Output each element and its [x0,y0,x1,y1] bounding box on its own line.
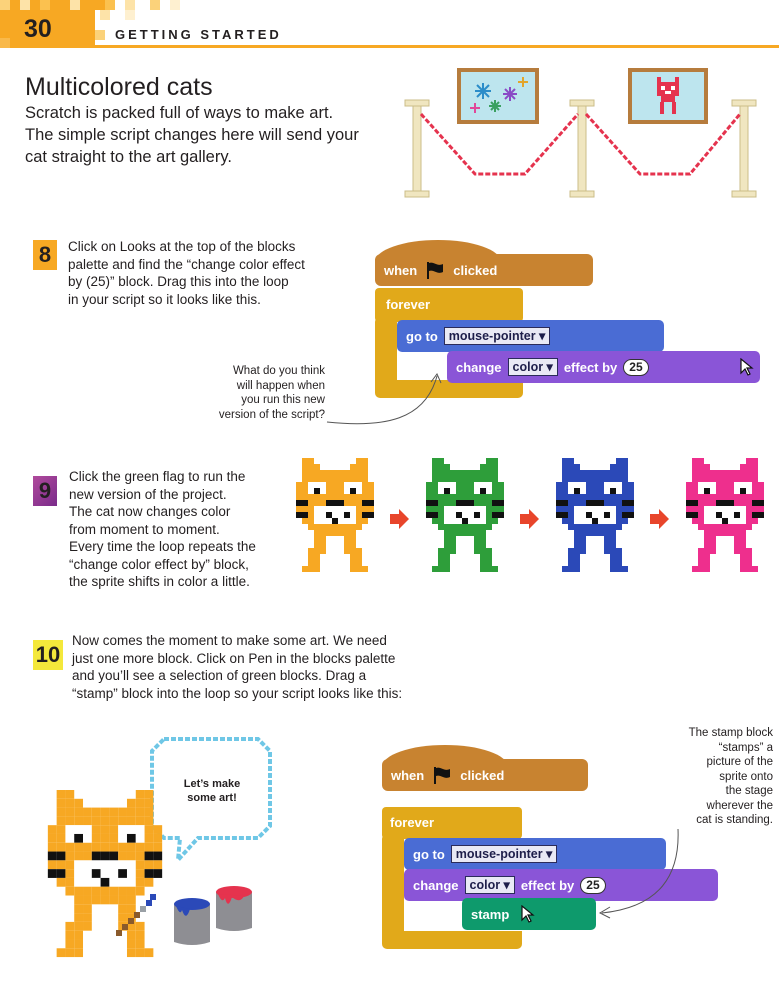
forever-block-bottom [382,931,522,949]
step-10-line: and you’ll see a selection of green blocks. Drag a [72,668,367,683]
stamp-note-line: the stage [725,785,773,797]
effect-by-label: effect by [563,359,618,375]
red-paint-can [216,886,252,931]
question-line: version of the script? [218,408,325,421]
header-pixel-banner [0,0,779,50]
go-to-target-dropdown[interactable]: mouse-pointer ▾ [444,327,551,345]
stamp-note-line: wherever the [706,799,773,812]
stamp-note-line: “stamps” a [718,741,773,754]
effect-value-input[interactable]: 25 [580,877,605,894]
when-flag-clicked-block[interactable] [375,254,593,286]
effect-dropdown[interactable]: color ▾ [508,358,558,376]
step-9-text [69,468,299,591]
forever-block[interactable] [375,288,523,322]
when-label: when [384,262,418,278]
header-rule [95,45,779,48]
step-8-line: by (25)” block. Drag this into the loop [68,274,289,289]
question-line: will happen when [236,379,325,392]
art-gallery-illustration [395,64,765,200]
green-cat-sprite [426,458,504,574]
section-title: GETTING STARTED [115,27,282,42]
pink-cat-sprite [686,458,764,574]
step-10-line: Now comes the moment to make some art. We need [72,633,387,648]
when-label: when [391,767,425,783]
step-8-line: palette and find the “change color effect [68,256,305,272]
stamp-note-line: The stamp block [688,727,773,739]
step-9-line: The cat now changes color [69,504,231,519]
stamp-caption [655,726,773,828]
change-label: change [413,877,459,893]
step-9-line: “change color effect by” block, [69,556,249,572]
cursor-icon [740,358,754,376]
paintbrush-icon [112,890,162,940]
step-9-badge [33,476,57,506]
question-pointer-line [325,370,455,430]
right-arrow-icon [648,508,670,530]
question-line: you run this new [241,394,325,406]
question-caption [190,364,325,422]
step-8-text [68,238,358,308]
step-8-line: Click on Looks at the top of the blocks [68,239,296,254]
blue-cat-sprite [556,458,634,574]
go-to-label: go to [413,846,445,862]
forever-label: forever [390,815,435,830]
forever-block[interactable] [382,807,522,839]
step-9-line: the sprite shifts in color a little. [69,574,250,589]
clicked-label: clicked [460,767,505,783]
change-label: change [456,359,502,375]
forever-label: forever [386,297,431,312]
step-10-line: “stamp” block into the loop so your script looks like this: [72,685,403,701]
color-cats-row [296,458,776,578]
question-line: What do you think [232,365,325,377]
step-9-line: Click the green flag to run the [69,469,246,484]
step-10-number: 10 [35,642,61,667]
stamp-note-line: sprite onto [719,770,773,783]
flag-icon [432,766,452,784]
step-8-badge [33,240,57,270]
speech-bubble-text [160,777,264,805]
speech-line: Let’s make [183,778,241,790]
right-arrow-icon [388,508,410,530]
clicked-label: clicked [453,262,498,278]
go-to-target-dropdown[interactable]: mouse-pointer ▾ [451,845,558,863]
step-10-text [72,632,472,702]
step-10-line: just one more block. Click on Pen in the blocks palette [72,650,396,666]
stamp-note-line: picture of the [706,756,773,768]
effect-by-label: effect by [520,877,575,893]
change-effect-block[interactable] [447,351,760,383]
step-10-badge [33,640,63,670]
stamp-pointer-line [590,825,690,920]
fireworks-painting [457,68,539,124]
forever-block-arm [382,835,404,935]
effect-dropdown[interactable]: color ▾ [465,876,515,894]
go-to-label: go to [406,328,438,344]
paint-cans [170,882,260,952]
orange-cat-sprite [296,458,374,574]
speech-line: some art! [187,792,237,804]
go-to-block[interactable] [397,320,664,352]
right-arrow-icon [518,508,540,530]
page-title: Multicolored cats [25,73,213,101]
stamp-block[interactable] [462,898,596,930]
step-9-line: from moment to moment. [69,521,220,537]
page-number: 30 [24,15,52,43]
stamp-label: stamp [471,906,510,922]
intro-paragraph: Scratch is packed full of ways to make art. The simple script changes here will send your cat straight to the art gallery. [25,104,359,166]
step-9-line: Every time the loop repeats the [69,539,256,554]
step-9-number: 9 [38,478,52,503]
stamp-note-line: cat is standing. [696,814,773,826]
step-8-number: 8 [38,242,52,267]
blue-paint-can [174,898,210,945]
effect-value-input[interactable]: 25 [623,359,648,376]
step-8-line: in your script so it looks like this. [68,291,261,307]
flag-icon [425,261,445,279]
cat-painting [628,68,708,124]
step-9-line: new version of the project. [69,486,227,502]
when-flag-clicked-block[interactable] [382,759,588,791]
cursor-icon [521,905,535,923]
